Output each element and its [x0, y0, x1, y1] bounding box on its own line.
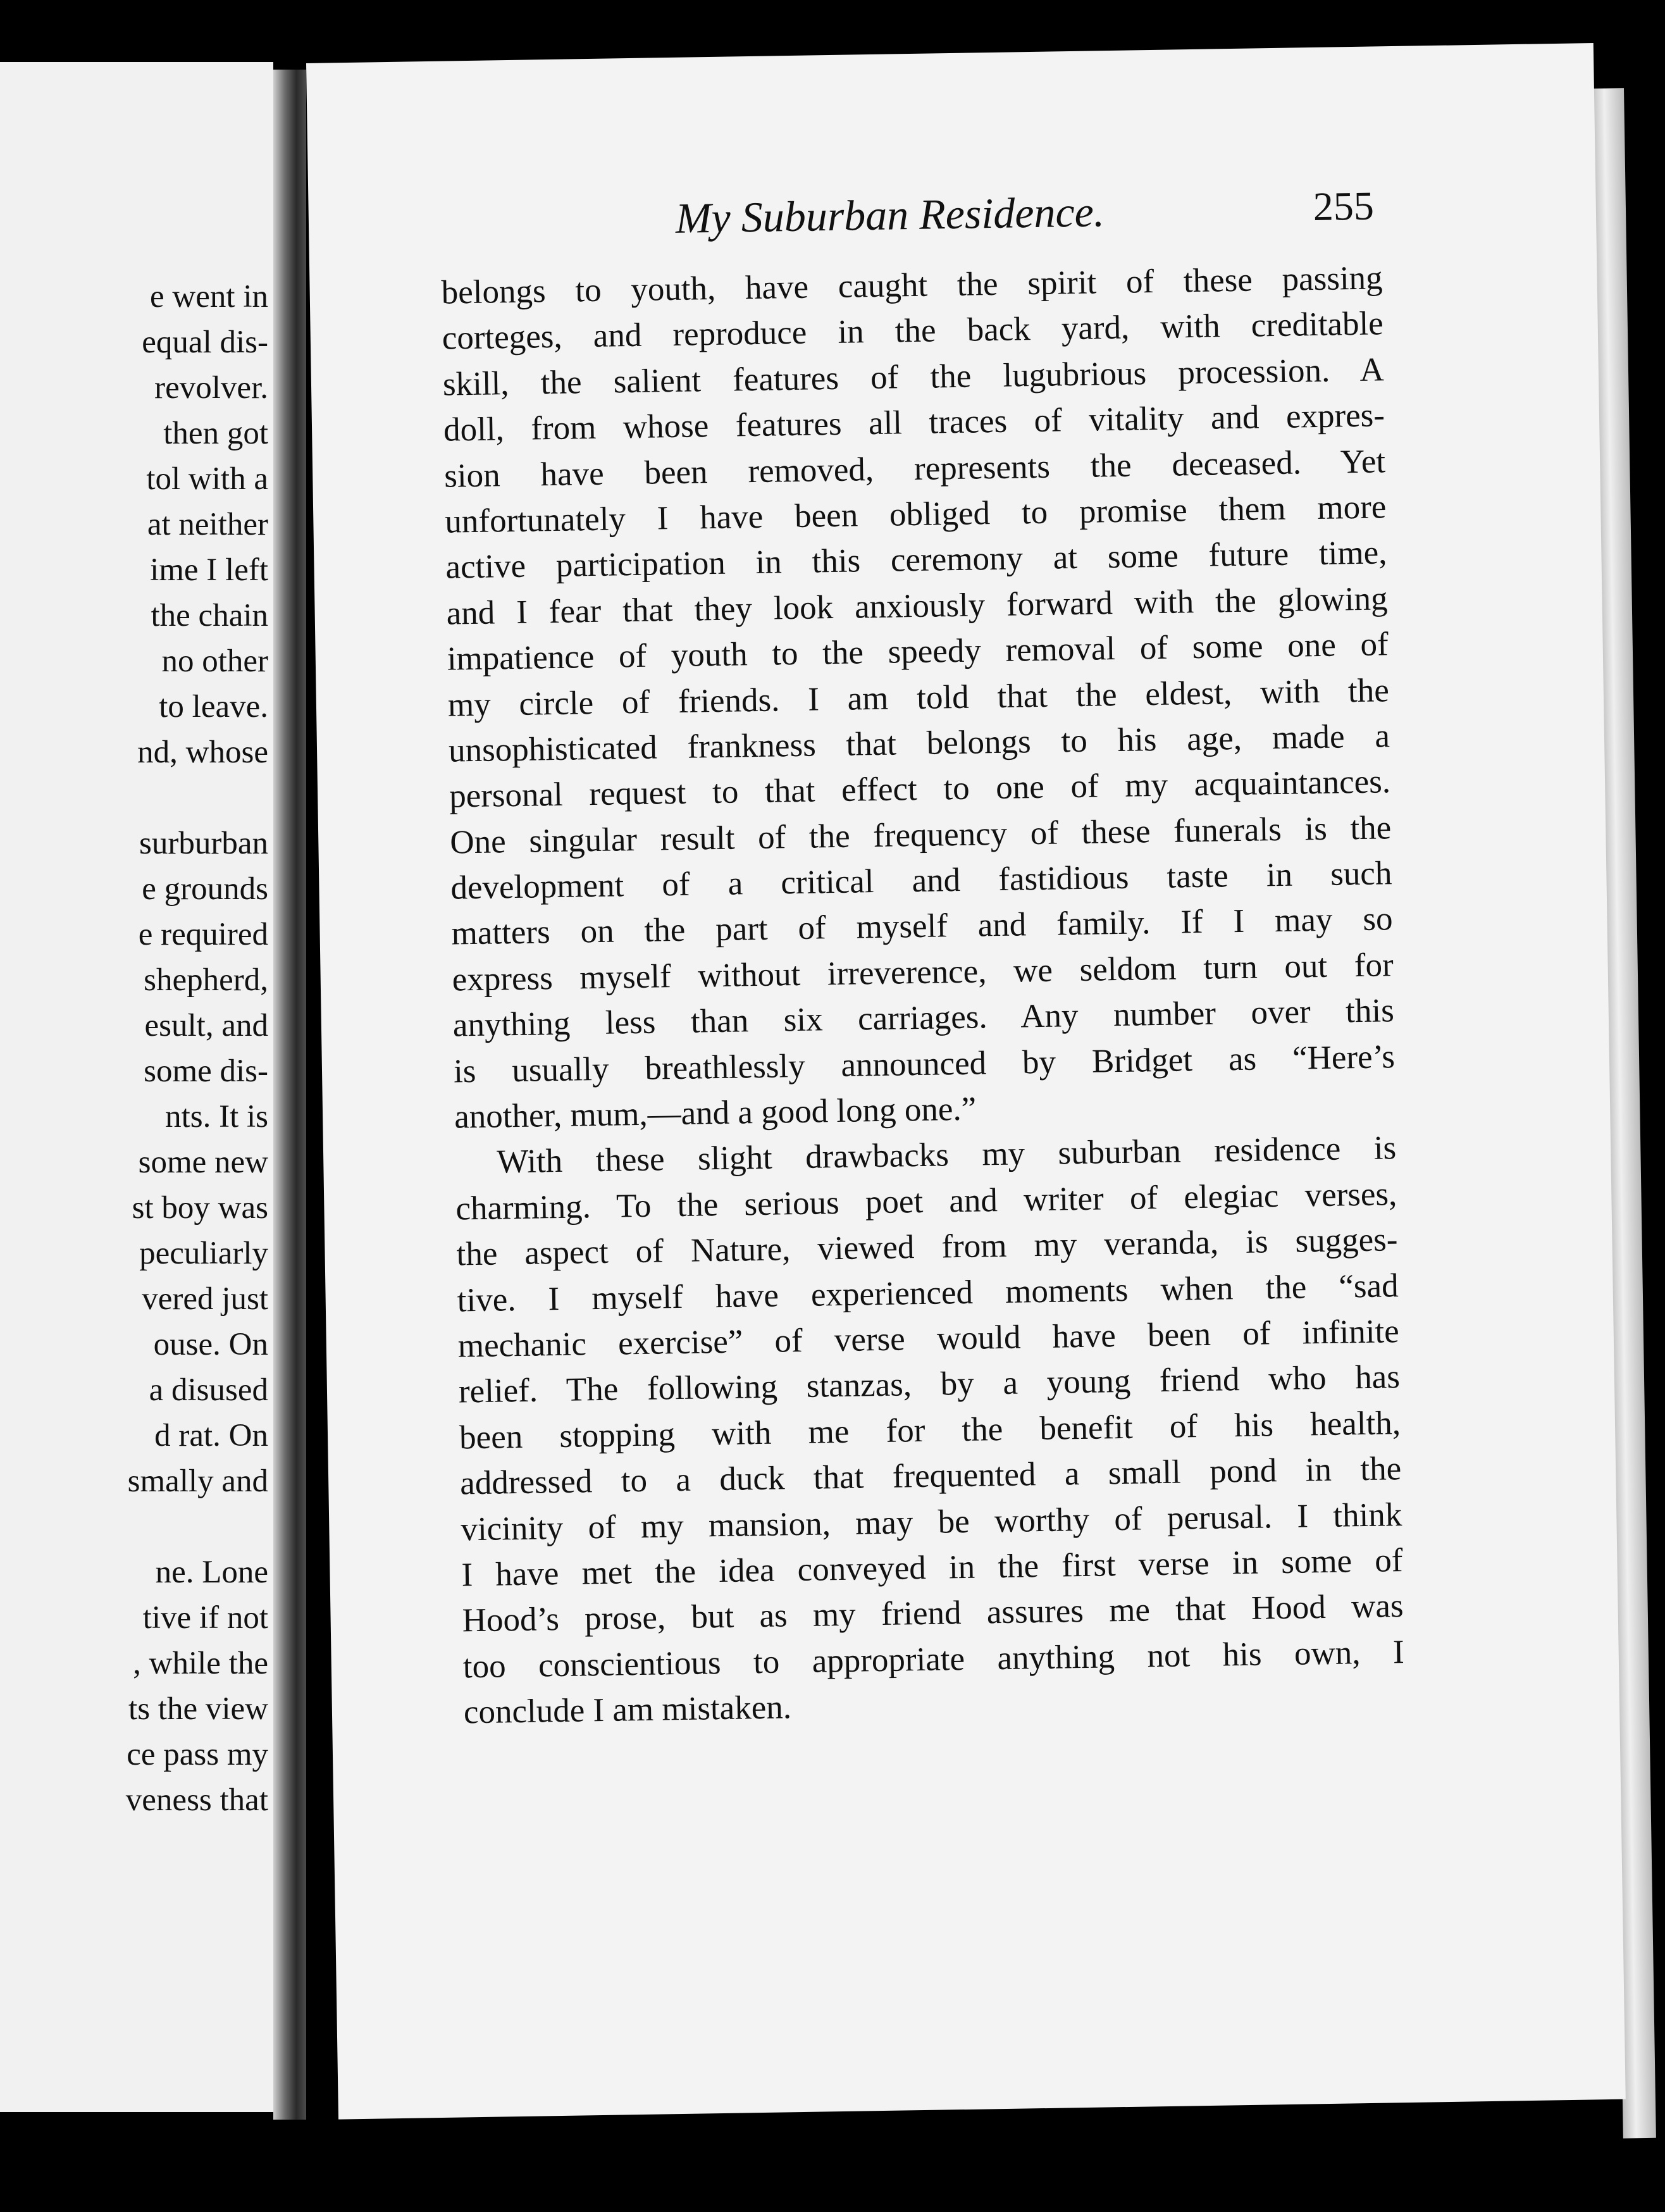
left-line: no other — [161, 643, 268, 679]
text-line: Hood’s prose, but as my friend assures me that Hood was — [462, 1588, 1404, 1639]
left-line: tive if not — [142, 1600, 268, 1636]
paragraph-end-line: conclude I am mistaken. — [463, 1689, 792, 1731]
left-line: ime I left — [150, 552, 268, 588]
text-line: charming. To the serious poet and writer of elegiac verses, — [455, 1175, 1397, 1227]
left-line: ce pass my — [127, 1737, 268, 1772]
left-line: , while the — [133, 1646, 268, 1681]
right-page — [306, 43, 1626, 2120]
page-number: 255 — [1313, 183, 1375, 230]
left-line: e went in — [150, 279, 268, 314]
text-line: anything less than six carriages. Any number over this — [452, 992, 1395, 1044]
body-text — [441, 255, 1405, 1736]
text-line: and I fear that they look anxiously forward with the glowing — [446, 580, 1388, 632]
book-gutter — [273, 70, 306, 2120]
left-line: esult, and — [144, 1008, 268, 1043]
text-line: relief. The following stanzas, by a young friend who has — [458, 1358, 1401, 1410]
text-line: is usually breathlessly announced by Bridget as “Here’s — [453, 1038, 1396, 1090]
left-line: surburban — [139, 826, 268, 861]
left-line: smally and — [127, 1463, 268, 1499]
text-line: corteges, and reproduce in the back yard, with creditable — [442, 305, 1384, 357]
left-line: then got — [163, 416, 268, 451]
text-line: I have met the idea conveyed in the first verse in some of — [461, 1542, 1403, 1594]
text-line: doll, from whose features all traces of vitality and expres- — [443, 397, 1385, 449]
text-line: vicinity of my mansion, may be worthy of perusal. I think — [460, 1496, 1402, 1548]
text-line: matters on the part of myself and family. If I may so — [451, 900, 1393, 953]
left-line: at neither — [147, 507, 268, 542]
left-line: veness that — [125, 1782, 268, 1818]
left-line: vered just — [142, 1281, 268, 1317]
left-facing-page — [0, 62, 273, 2112]
running-head — [675, 178, 1625, 251]
left-line: the chain — [151, 598, 268, 633]
text-line: been stopping with me for the benefit of his health, — [459, 1404, 1401, 1457]
paragraph-start-line: With these slight drawbacks my suburban residence is — [496, 1129, 1397, 1181]
left-line: a disused — [149, 1372, 268, 1408]
left-line: ouse. On — [153, 1327, 268, 1362]
text-line: the aspect of Nature, viewed from my veranda, is sugges- — [456, 1221, 1398, 1273]
text-line: addressed to a duck that frequented a small pond in the — [459, 1450, 1402, 1502]
left-line: d rat. On — [154, 1418, 268, 1453]
left-line: some dis- — [144, 1053, 268, 1089]
left-line: to leave. — [159, 689, 268, 724]
text-line: tive. I myself have experienced moments when the “sad — [457, 1267, 1399, 1319]
text-line: express myself without irreverence, we seldom turn out for — [452, 947, 1394, 998]
text-line: sion have been removed, represents the deceased. Yet — [443, 442, 1386, 495]
text-line: unfortunately I have been obliged to promise them more — [444, 488, 1387, 540]
left-line-gap — [126, 1504, 268, 1550]
paragraph-end-line: another, mum,—and a good long one.” — [454, 1090, 977, 1136]
running-head-title: My Suburban Residence. — [675, 187, 1105, 242]
text-line: active participation in this ceremony at some future time, — [445, 534, 1387, 586]
text-line: skill, the salient features of the lugubrious procession. A — [442, 351, 1385, 403]
left-line: e grounds — [142, 871, 268, 907]
left-line: some new — [138, 1145, 268, 1180]
text-line: mechanic exercise” of verse would have been of infinite — [457, 1313, 1400, 1365]
left-line: equal dis- — [142, 325, 268, 360]
left-line: revolver. — [154, 370, 268, 406]
left-line: tol with a — [146, 461, 268, 497]
left-page-text — [126, 274, 268, 1823]
left-line: e required — [138, 917, 268, 952]
text-line: my circle of friends. I am told that the eldest, with the — [447, 671, 1390, 724]
left-line: nts. It is — [165, 1099, 268, 1134]
left-line-gap — [126, 775, 268, 821]
text-line: unsophisticated frankness that belongs to his age, made a — [448, 718, 1390, 769]
left-line: ne. Lone — [155, 1555, 268, 1590]
left-line: ts the view — [128, 1691, 268, 1727]
left-line: peculiarly — [139, 1236, 268, 1271]
text-line: One singular result of the frequency of these funerals is the — [449, 809, 1392, 861]
text-line: impatience of youth to the speedy removal of some one of — [447, 626, 1389, 678]
text-line: belongs to youth, have caught the spirit of these passing — [441, 259, 1383, 311]
text-line: development of a critical and fastidious taste in such — [450, 855, 1392, 907]
left-line: nd, whose — [137, 735, 268, 770]
left-line: shepherd, — [144, 962, 268, 998]
text-line: personal request to that effect to one of my acquaintances. — [449, 763, 1391, 815]
text-line: too conscientious to appropriate anything not his own, I — [462, 1633, 1405, 1686]
left-line: st boy was — [132, 1190, 268, 1226]
